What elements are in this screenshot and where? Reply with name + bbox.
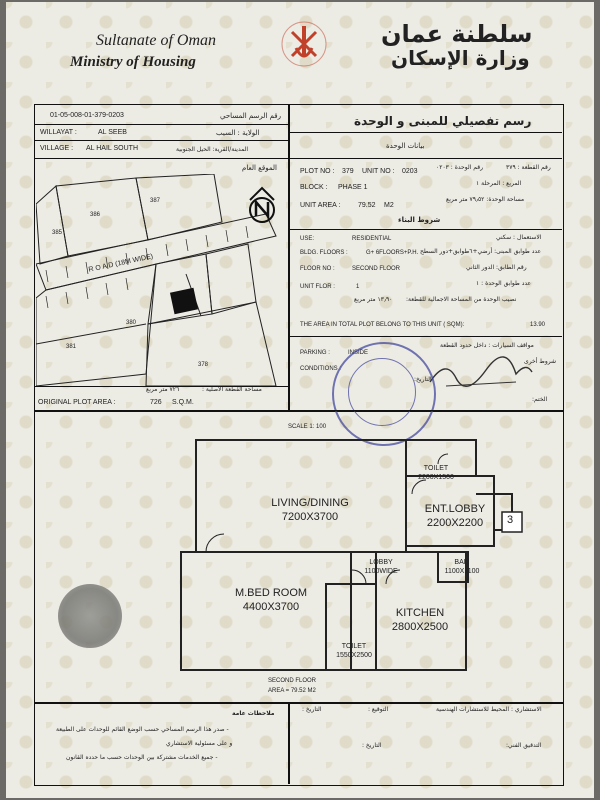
scale-label: SCALE 1: 100 (288, 424, 327, 430)
room-name: ENT.LOBBY (424, 503, 486, 515)
plot-no-value: 379 (342, 168, 354, 175)
plot-378: 378 (198, 362, 209, 368)
room-kitchen (380, 606, 460, 634)
bldg-floors-ar: عدد طوابق المبنى: أرضي+٦طوابق+دور السطح (420, 248, 542, 255)
use-value: RESIDENTIAL (352, 236, 392, 242)
room-name: KITCHEN (395, 607, 445, 619)
parking-label: PARKING : (300, 350, 330, 356)
village-ar: المدينة/القرية: الحيل الجنوبية (176, 146, 249, 153)
willayat-value: AL SEEB (98, 129, 127, 136)
original-area-unit: S.Q.M. (172, 399, 194, 406)
other-conditions-ar: شروط أخرى (524, 358, 557, 365)
floor-no-label: FLOOR NO : (300, 266, 335, 272)
notes-line-1: - صدر هذا الرسم المساحي حسب الوضع القائم للوحدات على الطبيعة (56, 726, 229, 733)
bldg-floors-label: BLDG. FLOORS : (300, 250, 348, 256)
consultant-sign: التوقيع : (368, 706, 389, 713)
building-conditions-heading: شروط البناء (398, 216, 441, 224)
site-plan (36, 174, 286, 386)
unit-area-unit: M2 (384, 202, 394, 209)
original-area-ar-label: مساحة القطعة الاصلية : (202, 386, 262, 393)
consultant-label: الاستشاري : المحيط للاستشارات الهندسية (436, 706, 542, 713)
unit-area-label: UNIT AREA : (300, 202, 341, 209)
room-size: 4400X3700 (242, 601, 300, 613)
consultant-date: التاريخ : (302, 706, 322, 713)
room-balcony (438, 558, 486, 576)
parking-ar: مواقف السيارات : داخل حدود القطعة (440, 342, 534, 349)
room-size: 2200X2200 (426, 517, 484, 529)
plot-no-label: PLOT NO : (300, 168, 335, 175)
plot-385: 385 (52, 230, 63, 236)
conditions-label: CONDITIONS : (300, 366, 342, 372)
door-number: 3 (507, 514, 514, 526)
unit-flor-ar: عدد طوابق الوحدة : ١ (476, 280, 532, 287)
room-living-dining (250, 496, 370, 524)
plot-ref-label: رقم الرسم المساحي (220, 112, 281, 120)
share-ar-value: ١٣٫٩٠ متر مربع (354, 296, 393, 303)
room-size: 2200X1500 (418, 474, 454, 481)
room-name: TOILET (423, 465, 449, 472)
notes-heading: ملاحظات عامة (232, 710, 275, 717)
unit-flor-label: UNIT FLOR : (300, 284, 335, 290)
plan-area-label: AREA = 79.52 M2 (268, 688, 316, 694)
room-toilet-2 (326, 642, 382, 660)
stamp-label-ar: الختم: (532, 396, 548, 403)
notes-line-2: و على مسئولية الاستشاري (166, 740, 233, 747)
technical-check: التدقيق الفني: (506, 742, 542, 749)
oman-emblem-icon (278, 18, 330, 70)
room-name: LIVING/DINING (271, 497, 349, 509)
village-label: VILLAGE : (40, 145, 74, 152)
header-ar-line2: وزارة الإسكان (391, 46, 530, 70)
unit-no-ar: رقم الوحدة : ٠٢٠٣ (436, 164, 483, 171)
notes-line-3: - جميع الخدمات مشتركة بين الوحدات حسب ما حدده القانون (66, 754, 218, 761)
ministry-seal-icon (58, 584, 122, 648)
signature-mark (426, 352, 536, 392)
parking-value: INSIDE (348, 350, 369, 356)
room-size: 2800X2500 (391, 621, 449, 633)
willayat-ar: الولاية : السيب (216, 129, 260, 137)
use-label: USE: (300, 236, 315, 242)
unit-area-ar: مساحة الوحدة: ٧٩٫٥٢ متر مربع (446, 196, 525, 203)
room-size: 1100X1100 (444, 568, 480, 575)
plan-floor-label: SECOND FLOOR (268, 678, 317, 684)
date-ar: التاريخ: (414, 376, 432, 383)
unit-flor-value: 1 (356, 284, 360, 290)
room-m-bed (216, 586, 326, 614)
room-size: 1550X2500 (336, 652, 372, 659)
room-toilet-1 (412, 464, 460, 482)
north-label (253, 199, 254, 200)
unit-no-label: UNIT NO : (362, 168, 395, 175)
floor-no-ar: رقم الطابق: الدور الثاني (466, 264, 527, 271)
notes-frame (34, 702, 564, 786)
header-en-line2: Ministry of Housing (70, 54, 196, 70)
room-ent-lobby (410, 502, 500, 530)
technical-date: التاريخ : (362, 742, 382, 749)
plot-ref-number: 01-05-008-01-379-0203 (50, 112, 124, 119)
original-area-ar-value: ٧٢٦ متر مربع (146, 386, 180, 393)
floor-plan-drawing (176, 434, 526, 676)
village-value: AL HAIL SOUTH (86, 145, 138, 152)
original-area-label: ORIGINAL PLOT AREA : (38, 399, 116, 406)
unit-area-value: 79.52 (358, 202, 376, 209)
room-name: TOILET (341, 643, 367, 650)
room-name: BAL. (454, 559, 470, 566)
room-name: LOBBY (369, 559, 393, 566)
willayat-label: WILLAYAT : (40, 129, 77, 136)
header-en-line1: Sultanate of Oman (96, 32, 216, 49)
plot-380: 380 (126, 320, 137, 326)
document-title-ar: رسم تفصيلي للمبنى و الوحدة (354, 114, 532, 128)
header-ar-line1: سلطنة عمان (381, 20, 533, 48)
share-ar-label: نصيب الوحدة من المساحة الاجمالية للقطعة: (406, 296, 517, 303)
plot-386: 386 (90, 212, 101, 218)
document-sheet (6, 2, 594, 798)
share-label: THE AREA IN TOTAL PLOT BELONG TO THIS UNIT ( SQM): (300, 322, 465, 328)
unit-no-value: 0203 (402, 168, 418, 175)
bldg-floors-value: G+ 6FLOORS+P.H. (366, 250, 419, 256)
plot-no-ar: رقم القطعة : ٣٧٩ (506, 164, 551, 171)
general-site-label: الموقع العام (242, 164, 277, 172)
block-label: BLOCK : (300, 184, 328, 191)
plot-387: 387 (150, 198, 161, 204)
block-ar: المربع : المرحلة ١ (476, 180, 522, 187)
floor-no-value: SECOND FLOOR (352, 266, 401, 272)
room-size: 1100WIDE (364, 568, 398, 575)
room-name: M.BED ROOM (234, 587, 308, 599)
room-lobby (356, 558, 406, 576)
original-area-value: 726 (150, 399, 162, 406)
unit-data-heading: بيانات الوحدة (386, 142, 425, 150)
room-size: 7200X3700 (281, 511, 339, 523)
plot-381: 381 (66, 344, 77, 350)
share-value: 13.90 (530, 322, 546, 328)
block-value: PHASE 1 (338, 184, 368, 191)
use-ar: الاستعمال : سكني (496, 234, 542, 241)
road-label: R O A D (18M WIDE) (87, 253, 154, 274)
